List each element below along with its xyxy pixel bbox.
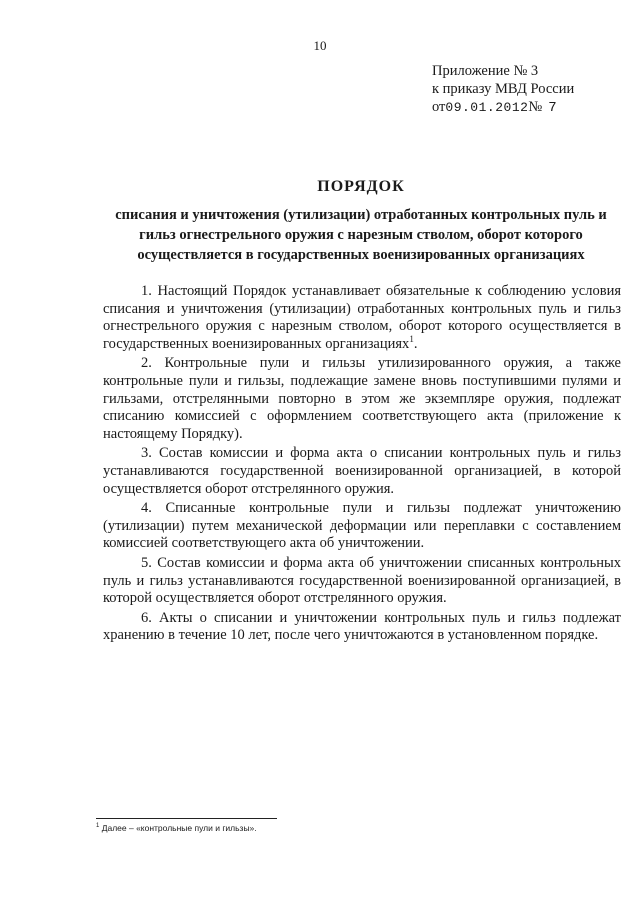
paragraph-5: 5. Состав комиссии и форма акта об уничтожении списанных контрольных пуль и гильз устанавливаются государственной военизированной организацией, в которой осуществляется оборот отстрелянного оружия.	[103, 554, 621, 607]
appendix-date-line	[432, 98, 574, 117]
paragraph-3: 3. Состав комиссии и форма акта о списании контрольных пуль и гильз устанавливаются государственной военизированной организацией, в которой осуществляется оборот отстрелянного оружия.	[103, 445, 621, 497]
order-number: 7	[548, 100, 557, 116]
footnote	[96, 823, 257, 833]
date-prefix: от	[432, 99, 446, 115]
footnote-reference: 1	[409, 333, 414, 344]
footnote-text: Далее – «контрольные пули и гильзы».	[101, 823, 257, 833]
appendix-title: Приложение № 3	[432, 63, 539, 79]
paragraph-6: 6. Акты о списании и уничтожении контрольных пуль и гильз подлежат хранению в течение 10 лет, после чего уничтожаются в установленном порядке.	[103, 609, 621, 644]
appendix-order-reference: к приказу МВД России	[432, 81, 575, 97]
document-body	[103, 283, 621, 647]
footnote-divider	[96, 818, 277, 819]
paragraph-2: 2. Контрольные пули и гильзы утилизированного оружия, а также контрольные пули и гильзы, подлежащие замене вновь поступившими пулями и гильзами, отстрелянными повторно в этом же экземпляре оружия, подлежат списанию комиссией с оформлением соответствующего акта (приложение к настоящему Порядку).	[103, 355, 621, 442]
page-number: 10	[313, 38, 327, 53]
appendix-header	[432, 62, 574, 117]
document-subtitle: списания и уничтожения (утилизации) отработанных контрольных пуль и гильз огнестрельного оружия с нарезным стволом, оборот которого осуществляется в государственных военизированных организациях	[115, 207, 607, 263]
document-title-block	[100, 178, 622, 265]
document-title: ПОРЯДОК	[317, 178, 405, 195]
paragraph-1-text: 1. Настоящий Порядок устанавливает обязательные к соблюдению условия списания и уничтожения (утилизации) отработанных контрольных пуль и гильз огнестрельного оружия с нарезным стволом, оборот которого осуществляется в государственных военизированных организациях	[103, 283, 621, 352]
footnote-mark: 1	[96, 823, 100, 830]
paragraph-1-end: .	[413, 335, 418, 352]
paragraph-1	[103, 283, 621, 353]
order-date: 09.01.2012	[445, 100, 529, 115]
number-prefix: №	[528, 99, 543, 115]
paragraph-4: 4. Списанные контрольные пули и гильзы подлежат уничтожению (утилизации) путем механической деформации или переплавки с составлением комиссией соответствующего акта об уничтожении.	[103, 500, 621, 552]
